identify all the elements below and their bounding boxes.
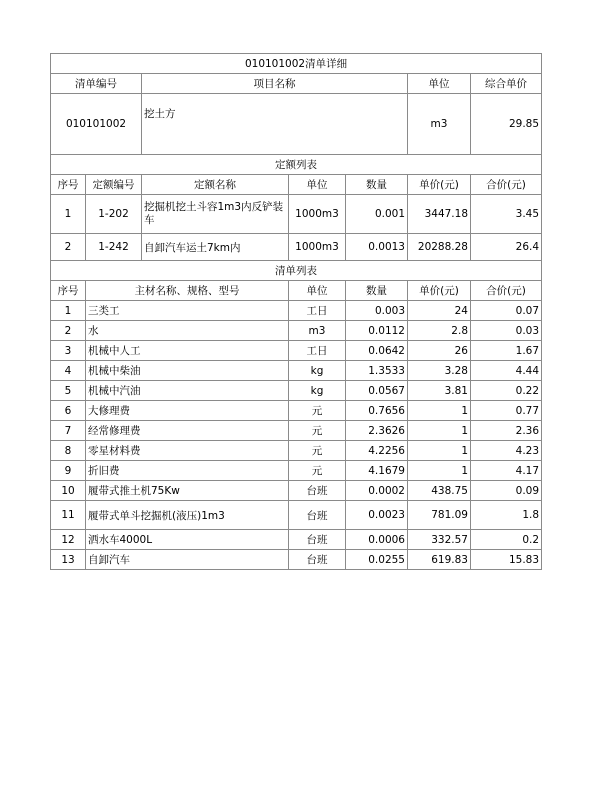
- material-row: [51, 441, 542, 461]
- material-total: 0.22: [471, 381, 542, 401]
- material-row: [51, 341, 542, 361]
- material-qty: 2.3626: [346, 421, 408, 441]
- quota-name: 自卸汽车运土7km内: [142, 234, 289, 261]
- material-no: 13: [51, 550, 86, 570]
- bill-header-row: [51, 74, 542, 94]
- material-price: 1: [408, 441, 471, 461]
- title-row: [51, 54, 542, 74]
- material-total: 0.09: [471, 481, 542, 501]
- material-qty: 0.0642: [346, 341, 408, 361]
- material-row: [51, 381, 542, 401]
- quota-total: 3.45: [471, 195, 542, 234]
- material-unit: 元: [289, 421, 346, 441]
- material-name: 零星材料费: [86, 441, 289, 461]
- material-qty: 0.0255: [346, 550, 408, 570]
- material-no: 1: [51, 301, 86, 321]
- quota-no: 1: [51, 195, 86, 234]
- material-no: 12: [51, 530, 86, 550]
- bill-title: 010101002清单详细: [51, 54, 542, 74]
- material-unit: 工日: [289, 341, 346, 361]
- material-price: 2.8: [408, 321, 471, 341]
- material-no: 7: [51, 421, 86, 441]
- material-row: [51, 361, 542, 381]
- material-row: [51, 301, 542, 321]
- material-total: 4.17: [471, 461, 542, 481]
- material-total: 0.2: [471, 530, 542, 550]
- material-name: 三类工: [86, 301, 289, 321]
- material-name: 履带式推土机75Kw: [86, 481, 289, 501]
- bill-item-row: [51, 94, 542, 155]
- quota-price: 3447.18: [408, 195, 471, 234]
- bill-detail-table: [50, 53, 542, 570]
- material-no: 9: [51, 461, 86, 481]
- material-price: 3.28: [408, 361, 471, 381]
- material-qty: 0.0002: [346, 481, 408, 501]
- quota-header-row: [51, 175, 542, 195]
- materials-header-price: 单价(元): [408, 281, 471, 301]
- material-name: 履带式单斗挖掘机(液压)1m3: [86, 501, 289, 530]
- material-price: 24: [408, 301, 471, 321]
- material-unit: 台班: [289, 550, 346, 570]
- material-unit: 台班: [289, 501, 346, 530]
- material-price: 1: [408, 421, 471, 441]
- material-price: 3.81: [408, 381, 471, 401]
- item-unit: m3: [408, 94, 471, 155]
- material-name: 水: [86, 321, 289, 341]
- material-name: 机械中人工: [86, 341, 289, 361]
- quota-unit: 1000m3: [289, 234, 346, 261]
- material-unit: 台班: [289, 530, 346, 550]
- material-unit: 元: [289, 401, 346, 421]
- header-bill-code: 清单编号: [51, 74, 142, 94]
- item-unit-price: 29.85: [471, 94, 542, 155]
- material-unit: kg: [289, 381, 346, 401]
- material-name: 机械中汽油: [86, 381, 289, 401]
- material-qty: 0.0006: [346, 530, 408, 550]
- quota-no: 2: [51, 234, 86, 261]
- material-total: 15.83: [471, 550, 542, 570]
- material-unit: 元: [289, 461, 346, 481]
- materials-header-qty: 数量: [346, 281, 408, 301]
- material-qty: 0.0112: [346, 321, 408, 341]
- material-no: 4: [51, 361, 86, 381]
- quota-qty: 0.0013: [346, 234, 408, 261]
- quota-price: 20288.28: [408, 234, 471, 261]
- quota-header-no: 序号: [51, 175, 86, 195]
- material-price: 438.75: [408, 481, 471, 501]
- material-no: 10: [51, 481, 86, 501]
- quota-header-qty: 数量: [346, 175, 408, 195]
- quota-name: 挖掘机挖土斗容1m3内反铲装车: [142, 195, 289, 234]
- quota-code: 1-242: [86, 234, 142, 261]
- material-qty: 0.7656: [346, 401, 408, 421]
- material-qty: 0.0567: [346, 381, 408, 401]
- material-no: 6: [51, 401, 86, 421]
- header-unit-price: 综合单价: [471, 74, 542, 94]
- material-name: 经常修理费: [86, 421, 289, 441]
- materials-header-row: [51, 281, 542, 301]
- materials-title-row: [51, 261, 542, 281]
- material-name: 洒水车4000L: [86, 530, 289, 550]
- material-unit: 台班: [289, 481, 346, 501]
- material-qty: 0.0023: [346, 501, 408, 530]
- material-qty: 0.003: [346, 301, 408, 321]
- materials-header-name: 主材名称、规格、型号: [86, 281, 289, 301]
- quota-header-price: 单价(元): [408, 175, 471, 195]
- material-name: 大修理费: [86, 401, 289, 421]
- bill-code: 010101002: [51, 94, 142, 155]
- materials-header-total: 合价(元): [471, 281, 542, 301]
- material-total: 0.03: [471, 321, 542, 341]
- material-total: 2.36: [471, 421, 542, 441]
- material-qty: 4.1679: [346, 461, 408, 481]
- material-name: 折旧费: [86, 461, 289, 481]
- material-total: 4.44: [471, 361, 542, 381]
- material-price: 1: [408, 461, 471, 481]
- material-price: 781.09: [408, 501, 471, 530]
- quota-section-title: 定额列表: [51, 155, 542, 175]
- material-row: [51, 321, 542, 341]
- material-total: 0.77: [471, 401, 542, 421]
- material-row: [51, 530, 542, 550]
- material-name: 机械中柴油: [86, 361, 289, 381]
- materials-header-no: 序号: [51, 281, 86, 301]
- material-unit: 工日: [289, 301, 346, 321]
- material-unit: kg: [289, 361, 346, 381]
- material-unit: 元: [289, 441, 346, 461]
- material-qty: 4.2256: [346, 441, 408, 461]
- item-name: 挖土方: [142, 94, 408, 155]
- material-row: [51, 421, 542, 441]
- material-row: [51, 481, 542, 501]
- material-no: 11: [51, 501, 86, 530]
- material-no: 2: [51, 321, 86, 341]
- material-price: 332.57: [408, 530, 471, 550]
- quota-header-code: 定额编号: [86, 175, 142, 195]
- material-total: 4.23: [471, 441, 542, 461]
- material-no: 5: [51, 381, 86, 401]
- quota-qty: 0.001: [346, 195, 408, 234]
- material-row: [51, 501, 542, 530]
- material-unit: m3: [289, 321, 346, 341]
- material-total: 0.07: [471, 301, 542, 321]
- quota-row: [51, 195, 542, 234]
- quota-unit: 1000m3: [289, 195, 346, 234]
- material-row: [51, 401, 542, 421]
- quota-row: [51, 234, 542, 261]
- material-no: 8: [51, 441, 86, 461]
- material-qty: 1.3533: [346, 361, 408, 381]
- material-row: [51, 461, 542, 481]
- quota-total: 26.4: [471, 234, 542, 261]
- quota-header-name: 定额名称: [142, 175, 289, 195]
- quota-header-unit: 单位: [289, 175, 346, 195]
- quota-title-row: [51, 155, 542, 175]
- materials-section-title: 清单列表: [51, 261, 542, 281]
- material-no: 3: [51, 341, 86, 361]
- material-total: 1.67: [471, 341, 542, 361]
- header-unit: 单位: [408, 74, 471, 94]
- material-price: 1: [408, 401, 471, 421]
- quota-code: 1-202: [86, 195, 142, 234]
- material-price: 26: [408, 341, 471, 361]
- materials-header-unit: 单位: [289, 281, 346, 301]
- header-item-name: 项目名称: [142, 74, 408, 94]
- quota-header-total: 合价(元): [471, 175, 542, 195]
- material-price: 619.83: [408, 550, 471, 570]
- material-total: 1.8: [471, 501, 542, 530]
- material-row: [51, 550, 542, 570]
- material-name: 自卸汽车: [86, 550, 289, 570]
